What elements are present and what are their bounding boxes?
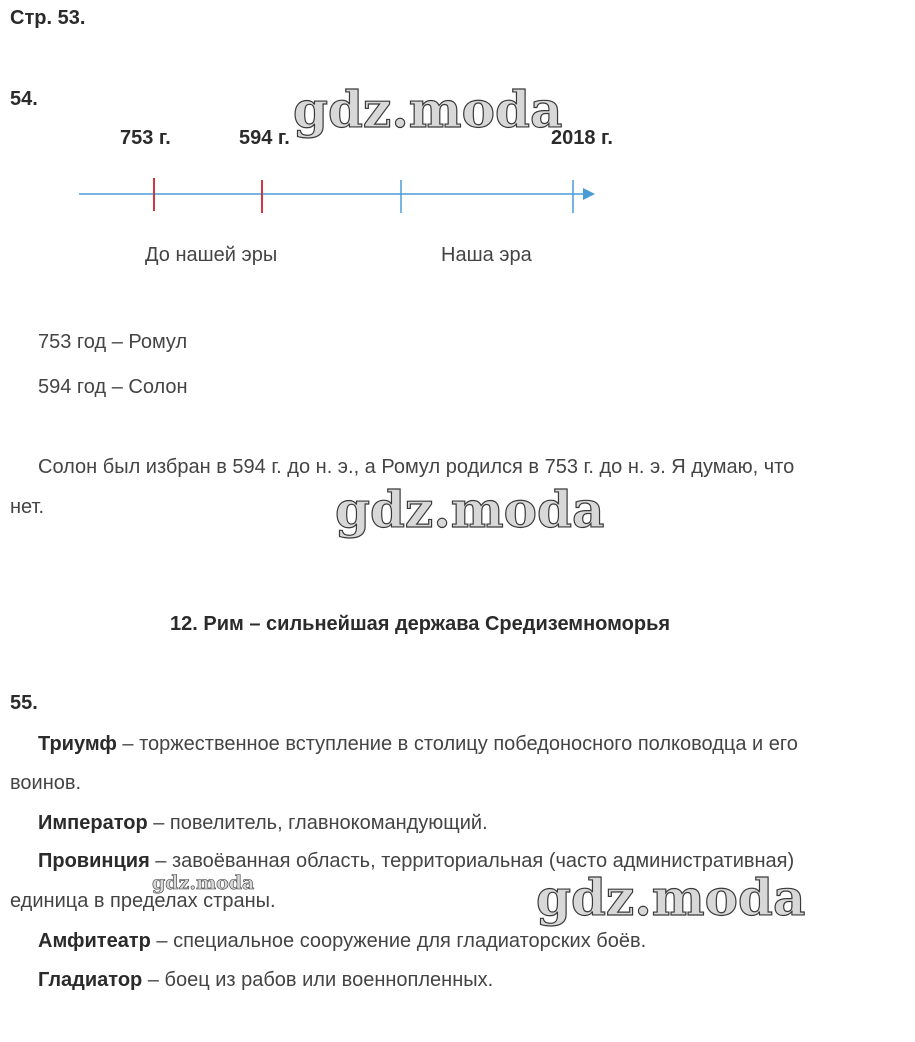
timeline-label-594: 594 г. [239,127,290,149]
definition-gladiator [38,969,493,992]
timeline-arrow [583,188,595,200]
term-emperor: Император [38,812,148,834]
definition-text: – повелитель, главнокомандующий. [147,812,488,834]
task-55-number: 55. [10,692,38,714]
answer-54-line2: нет. [10,496,45,518]
definition-triumph-continuation: воинов. [10,772,82,794]
watermark-small: gdz.moda [152,872,255,894]
watermark: gdz.moda [536,868,806,927]
watermark: gdz.moda [335,480,605,539]
term-triumph: Триумф [38,733,117,755]
definition-amphitheatre [38,930,646,953]
task-54-number: 54. [10,88,38,110]
timeline-label-753: 753 г. [120,127,171,149]
term-province: Провинция [38,850,150,872]
era-before-label: До нашей эры [145,244,278,266]
definition-text: – торжественное вступление в столицу победоносного полководца и его [116,733,798,755]
era-after-label: Наша эра [441,244,532,266]
definition-province-continuation: единица в пределах страны. [10,890,276,912]
definition-text: – боец из рабов или военнопленных. [142,969,494,991]
fact-solon: 594 год – Солон [38,376,188,398]
definition-emperor [38,812,488,835]
term-gladiator: Гладиатор [38,969,143,991]
definition-text: – специальное сооружение для гладиаторских боёв. [150,930,647,952]
answer-54-line1: Солон был избран в 594 г. до н. э., а Ромул родился в 753 г. до н. э. Я думаю, что [38,456,795,478]
definition-triumph [38,733,798,756]
section-title: 12. Рим – сильнейшая держава Средиземноморья [170,613,671,635]
page-reference: Стр. 53. [10,7,86,29]
watermark: gdz.moda [293,80,563,139]
term-amphitheatre: Амфитеатр [38,930,151,952]
timeline-label-2018: 2018 г. [551,127,613,149]
fact-romulus: 753 год – Ромул [38,331,188,353]
definition-text: – завоёванная область, территориальная (часто административная) [149,850,795,872]
